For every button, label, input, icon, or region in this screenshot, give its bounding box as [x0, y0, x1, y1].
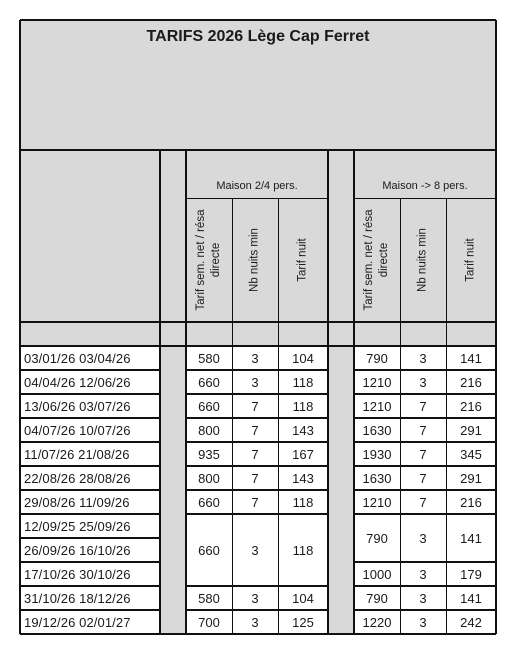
- small-min-nights-cell: 7: [251, 398, 259, 414]
- body-top: [20, 345, 496, 347]
- small-min-nights-cell: 7: [251, 422, 259, 438]
- large-nightly-rate-cell: 242: [460, 614, 482, 630]
- row-sep: [186, 441, 328, 443]
- large-nightly-rate-cell: 216: [460, 374, 482, 390]
- small-weekly-rate-cell: 580: [198, 590, 220, 606]
- small-nightly-rate-cell: 118: [292, 494, 314, 510]
- small-nightly-rate-cell: 104: [292, 590, 314, 606]
- row-sep: [20, 585, 160, 587]
- row-sep: [354, 489, 496, 491]
- spacer-column-right: [328, 346, 354, 634]
- small-weekly-rate-cell: 935: [198, 446, 220, 462]
- large-min-nights-cell: 3: [419, 374, 427, 390]
- row-sep: [354, 441, 496, 443]
- small-weekly-rate-cell: 800: [198, 422, 220, 438]
- row-sep: [354, 465, 496, 467]
- large-weekly-rate-cell: 1000: [362, 566, 392, 582]
- col-header-weekly-rate-small: [186, 198, 232, 322]
- small-weekly-rate-merged-cell: 660: [198, 542, 220, 558]
- col-header-min-nights-small: [232, 198, 278, 322]
- date-range-cell: 31/10/26 18/12/26: [24, 590, 131, 606]
- row-sep: [186, 417, 328, 419]
- large-weekly-rate-cell: 1210: [362, 494, 392, 510]
- date-range-cell: 04/07/26 10/07/26: [24, 422, 131, 438]
- row-sep: [354, 561, 496, 563]
- large-min-nights-cell: 7: [419, 470, 427, 486]
- row-sep: [20, 537, 160, 539]
- small-min-nights-cell: 7: [251, 446, 259, 462]
- rotated-header-text: Tarif sem. net / résa directe: [195, 209, 222, 311]
- col-header-nightly-rate-large: [446, 198, 496, 322]
- small-weekly-rate-cell: 660: [198, 398, 220, 414]
- group-header-large-house: Maison -> 8 pers.: [382, 180, 468, 192]
- row-sep: [186, 489, 328, 491]
- small-nightly-rate-cell: 167: [292, 446, 314, 462]
- small-weekly-rate-cell: 660: [198, 494, 220, 510]
- group-separator: [186, 198, 328, 199]
- group-header-small-house: Maison 2/4 pers.: [216, 180, 298, 192]
- row-sep: [354, 369, 496, 371]
- large-weekly-rate-cell: 1630: [362, 422, 392, 438]
- large-weekly-rate-cell: 790: [366, 350, 388, 366]
- col-sep: [327, 150, 329, 634]
- large-nightly-rate-cell: 291: [460, 422, 482, 438]
- row-sep: [20, 561, 160, 563]
- small-nightly-rate-cell: 143: [292, 470, 314, 486]
- row-sep: [20, 393, 160, 395]
- small-nightly-rate-cell: 104: [292, 350, 314, 366]
- col-header-min-nights-large: [400, 198, 446, 322]
- large-weekly-rate-cell: 1210: [362, 374, 392, 390]
- rotated-header-text: Nb nuits min: [248, 228, 261, 292]
- large-min-nights-cell: 7: [419, 494, 427, 510]
- row-sep: [354, 417, 496, 419]
- large-weekly-rate-cell: 1930: [362, 446, 392, 462]
- row-sep: [186, 585, 328, 587]
- small-weekly-rate-cell: 800: [198, 470, 220, 486]
- large-nightly-rate-cell: 291: [460, 470, 482, 486]
- date-range-cell: 19/12/26 02/01/27: [24, 614, 131, 630]
- row-sep: [354, 513, 496, 515]
- large-nightly-rate-cell: 216: [460, 494, 482, 510]
- row-sep: [354, 393, 496, 395]
- date-range-cell: 22/08/26 28/08/26: [24, 470, 131, 486]
- row-sep: [20, 369, 160, 371]
- small-nightly-rate-merged-cell: 118: [292, 542, 314, 558]
- row-sep: [20, 465, 160, 467]
- small-min-nights-cell: 7: [251, 494, 259, 510]
- sheet-title: TARIFS 2026 Lège Cap Ferret: [20, 20, 496, 150]
- small-min-nights-cell: 3: [251, 590, 259, 606]
- date-range-cell: 04/04/26 12/06/26: [24, 374, 131, 390]
- date-range-cell: 17/10/26 30/10/26: [24, 566, 131, 582]
- large-min-nights-cell: 7: [419, 398, 427, 414]
- small-min-nights-cell: 3: [251, 614, 259, 630]
- rotated-header-text: Tarif nuit: [296, 238, 309, 282]
- small-nightly-rate-cell: 143: [292, 422, 314, 438]
- col-sep-thin: [232, 198, 233, 634]
- large-min-nights-cell: 7: [419, 422, 427, 438]
- large-min-nights-cell: 3: [419, 614, 427, 630]
- col-sep: [185, 150, 187, 634]
- frame-top: [20, 19, 496, 21]
- large-nightly-rate-cell: 141: [460, 350, 482, 366]
- col-sep-thin: [446, 198, 447, 634]
- small-min-nights-merged-cell: 3: [251, 542, 259, 558]
- small-weekly-rate-cell: 580: [198, 350, 220, 366]
- col-sep-thin: [278, 198, 279, 634]
- rotated-header-text: Nb nuits min: [416, 228, 429, 292]
- frame-left: [19, 20, 21, 634]
- small-nightly-rate-cell: 118: [292, 398, 314, 414]
- col-header-nightly-rate-small: [278, 198, 328, 322]
- row-sep: [354, 609, 496, 611]
- row-sep: [186, 609, 328, 611]
- row-sep: [20, 417, 160, 419]
- large-min-nights-merged-cell: 3: [419, 530, 427, 546]
- large-weekly-rate-merged-cell: 790: [366, 530, 388, 546]
- large-nightly-rate-cell: 141: [460, 590, 482, 606]
- small-nightly-rate-cell: 118: [292, 374, 314, 390]
- header-separator: [20, 321, 496, 323]
- date-range-cell: 03/01/26 03/04/26: [24, 350, 131, 366]
- group-separator: [354, 198, 496, 199]
- date-range-cell: 29/08/26 11/09/26: [24, 494, 130, 510]
- large-weekly-rate-cell: 1220: [362, 614, 392, 630]
- row-sep: [20, 441, 160, 443]
- small-weekly-rate-cell: 660: [198, 374, 220, 390]
- small-weekly-rate-cell: 700: [198, 614, 220, 630]
- small-min-nights-cell: 3: [251, 350, 259, 366]
- col-sep-thin: [400, 198, 401, 634]
- large-nightly-rate-cell: 179: [460, 566, 482, 582]
- frame-bottom: [20, 633, 496, 635]
- row-sep: [20, 513, 160, 515]
- date-range-cell: 13/06/26 03/07/26: [24, 398, 131, 414]
- large-weekly-rate-cell: 1630: [362, 470, 392, 486]
- title-separator: [20, 149, 496, 151]
- row-sep: [186, 513, 328, 515]
- large-min-nights-cell: 3: [419, 590, 427, 606]
- spacer-column-left: [160, 346, 186, 634]
- small-min-nights-cell: 7: [251, 470, 259, 486]
- date-range-cell: 12/09/25 25/09/26: [24, 518, 131, 534]
- row-sep: [186, 465, 328, 467]
- large-weekly-rate-cell: 1210: [362, 398, 392, 414]
- row-sep: [20, 609, 160, 611]
- large-min-nights-cell: 3: [419, 566, 427, 582]
- frame-right: [495, 20, 497, 634]
- large-nightly-rate-cell: 345: [460, 446, 482, 462]
- row-sep: [354, 585, 496, 587]
- large-min-nights-cell: 3: [419, 350, 427, 366]
- small-min-nights-cell: 3: [251, 374, 259, 390]
- row-sep: [20, 489, 160, 491]
- large-min-nights-cell: 7: [419, 446, 427, 462]
- row-sep: [186, 393, 328, 395]
- col-header-weekly-rate-large: [354, 198, 400, 322]
- large-nightly-rate-merged-cell: 141: [460, 530, 482, 546]
- date-range-cell: 26/09/26 16/10/26: [24, 542, 131, 558]
- date-range-cell: 11/07/26 21/08/26: [24, 446, 130, 462]
- rotated-header-text: Tarif sem. net / résa directe: [363, 209, 390, 311]
- row-sep: [186, 369, 328, 371]
- small-nightly-rate-cell: 125: [292, 614, 314, 630]
- large-nightly-rate-cell: 216: [460, 398, 482, 414]
- rotated-header-text: Tarif nuit: [464, 238, 477, 282]
- large-weekly-rate-cell: 790: [366, 590, 388, 606]
